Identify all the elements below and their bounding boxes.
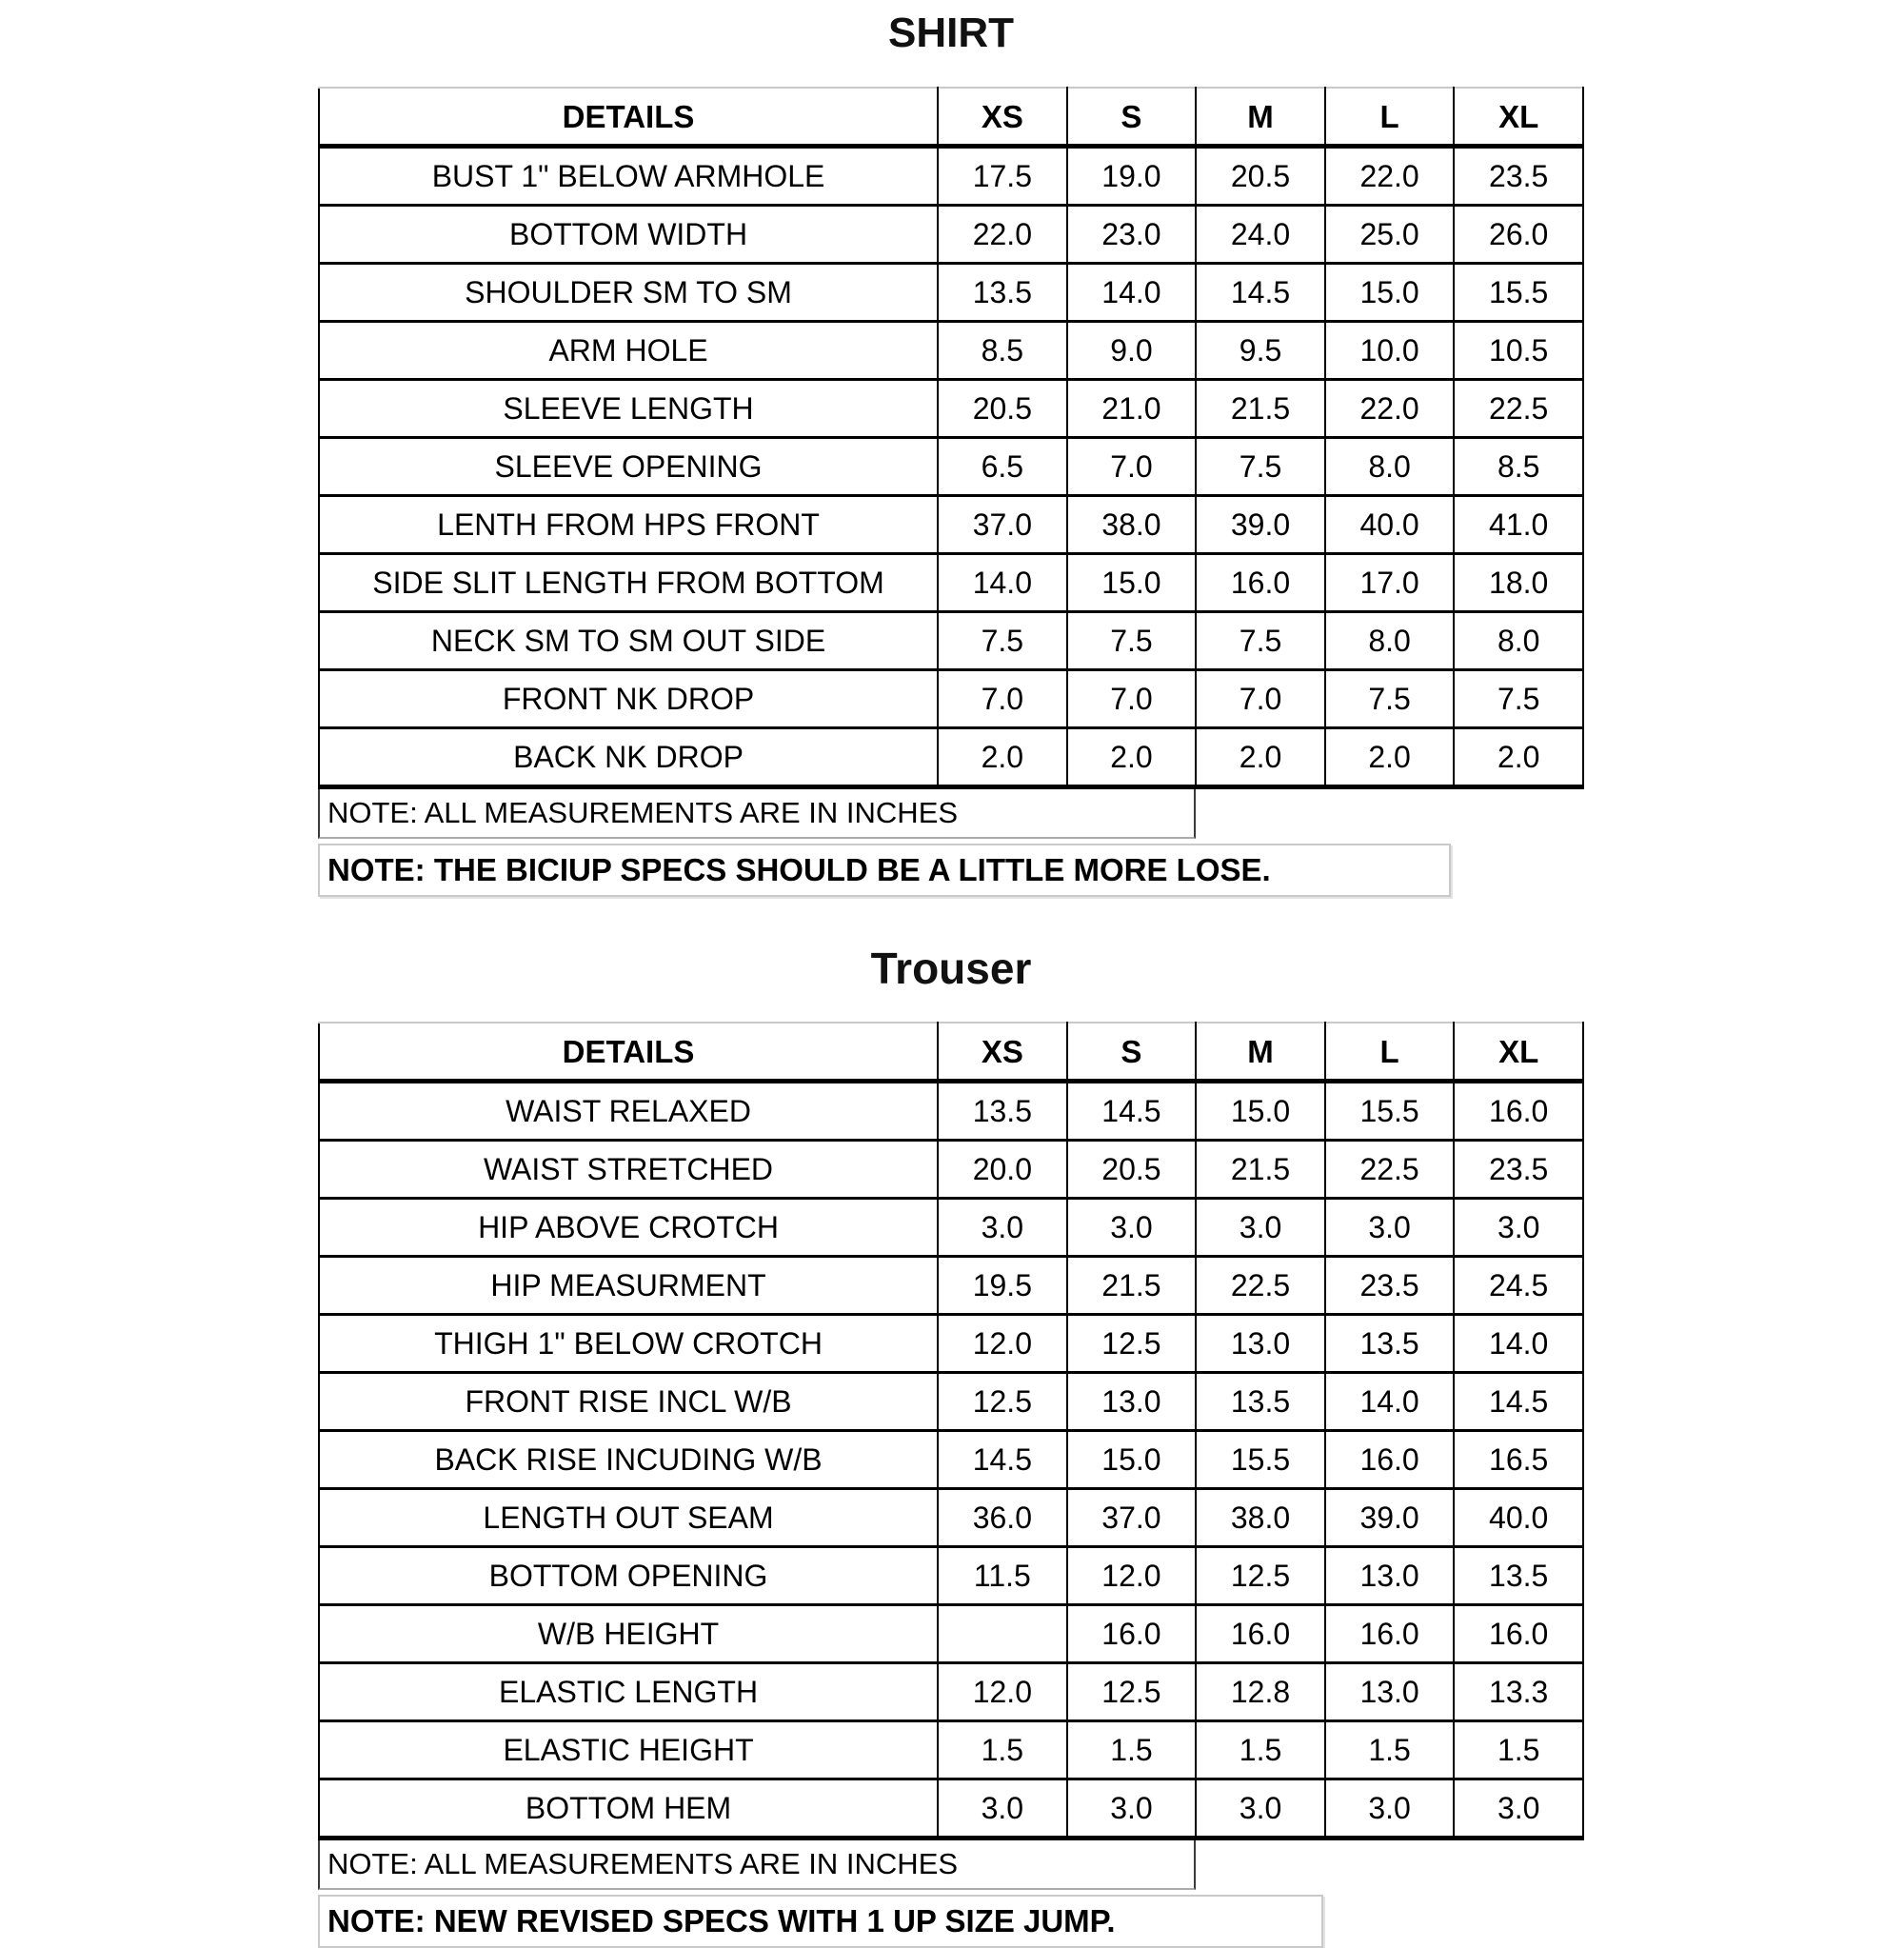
measurement-value-cell: 6.5 (938, 438, 1067, 496)
measurement-value-cell: 12.0 (938, 1663, 1067, 1721)
measurement-value-cell: 3.0 (1325, 1779, 1455, 1839)
measurement-value-cell: 11.5 (938, 1547, 1067, 1605)
measurement-value-cell: 16.0 (1196, 554, 1325, 612)
shirt-note-fit: NOTE: THE BICIUP SPECS SHOULD BE A LITTLE MORE LOSE. (318, 844, 1451, 897)
shirt-table-row (319, 728, 1583, 787)
detail-label-cell: SIDE SLIT LENGTH FROM BOTTOM (319, 554, 938, 612)
trouser-column-header-xs: XS (938, 1023, 1067, 1082)
measurement-value-cell: 20.5 (938, 380, 1067, 438)
measurement-value-cell: 39.0 (1325, 1489, 1455, 1547)
measurement-value-cell: 41.0 (1454, 496, 1583, 554)
measurement-value-cell: 16.0 (1454, 1082, 1583, 1141)
measurement-value-cell: 3.0 (938, 1199, 1067, 1257)
trouser-table-row (319, 1431, 1583, 1489)
detail-label-cell: BACK NK DROP (319, 728, 938, 787)
detail-label-cell: HIP MEASURMENT (319, 1257, 938, 1315)
measurement-value-cell: 15.5 (1454, 264, 1583, 322)
trouser-header-row (319, 1023, 1583, 1082)
measurement-value-cell: 3.0 (938, 1779, 1067, 1839)
measurement-value-cell: 12.8 (1196, 1663, 1325, 1721)
measurement-value-cell: 23.5 (1325, 1257, 1455, 1315)
shirt-size-table (318, 87, 1584, 789)
trouser-column-header-l: L (1325, 1023, 1455, 1082)
measurement-value-cell: 22.5 (1325, 1141, 1455, 1199)
measurement-value-cell: 19.5 (938, 1257, 1067, 1315)
detail-label-cell: NECK SM TO SM OUT SIDE (319, 612, 938, 670)
shirt-column-header-l: L (1325, 88, 1455, 147)
shirt-column-header-xs: XS (938, 88, 1067, 147)
trouser-table-row (319, 1082, 1583, 1141)
measurement-value-cell: 3.0 (1325, 1199, 1455, 1257)
measurement-value-cell: 16.0 (1067, 1605, 1197, 1663)
measurement-value-cell: 24.0 (1196, 206, 1325, 264)
shirt-table-row (319, 206, 1583, 264)
measurement-value-cell: 18.0 (1454, 554, 1583, 612)
measurement-value-cell: 8.0 (1325, 438, 1455, 496)
measurement-value-cell: 15.0 (1067, 1431, 1197, 1489)
measurement-value-cell: 9.5 (1196, 322, 1325, 380)
measurement-value-cell: 21.5 (1067, 1257, 1197, 1315)
measurement-value-cell: 1.5 (1454, 1721, 1583, 1779)
measurement-value-cell: 8.0 (1454, 612, 1583, 670)
measurement-value-cell: 15.5 (1325, 1082, 1455, 1141)
shirt-table-row (319, 264, 1583, 322)
measurement-value-cell: 25.0 (1325, 206, 1455, 264)
measurement-value-cell: 2.0 (1454, 728, 1583, 787)
detail-label-cell: SHOULDER SM TO SM (319, 264, 938, 322)
measurement-value-cell: 13.5 (1454, 1547, 1583, 1605)
measurement-value-cell: 16.0 (1196, 1605, 1325, 1663)
measurement-value-cell: 14.0 (1454, 1315, 1583, 1373)
measurement-value-cell: 21.5 (1196, 1141, 1325, 1199)
shirt-table-row (319, 438, 1583, 496)
measurement-value-cell: 7.5 (1196, 438, 1325, 496)
measurement-value-cell: 14.0 (1325, 1373, 1455, 1431)
trouser-column-header-m: M (1196, 1023, 1325, 1082)
measurement-value-cell: 2.0 (1325, 728, 1455, 787)
measurement-value-cell: 12.0 (1067, 1547, 1197, 1605)
measurement-value-cell: 37.0 (938, 496, 1067, 554)
detail-label-cell: BOTTOM OPENING (319, 1547, 938, 1605)
shirt-table-row (319, 322, 1583, 380)
measurement-value-cell: 1.5 (1196, 1721, 1325, 1779)
measurement-value-cell: 20.0 (938, 1141, 1067, 1199)
shirt-title: SHIRT (888, 10, 1014, 56)
measurement-value-cell: 15.5 (1196, 1431, 1325, 1489)
measurement-value-cell: 12.5 (938, 1373, 1067, 1431)
shirt-table-row (319, 496, 1583, 554)
detail-label-cell: BACK RISE INCUDING W/B (319, 1431, 938, 1489)
measurement-value-cell: 23.0 (1067, 206, 1197, 264)
measurement-value-cell: 7.0 (938, 670, 1067, 728)
shirt-table-row (319, 554, 1583, 612)
measurement-value-cell: 15.0 (1196, 1082, 1325, 1141)
measurement-value-cell: 23.5 (1454, 147, 1583, 206)
detail-label-cell: HIP ABOVE CROTCH (319, 1199, 938, 1257)
trouser-table-row (319, 1721, 1583, 1779)
measurement-value-cell: 1.5 (938, 1721, 1067, 1779)
measurement-value-cell: 14.5 (1067, 1082, 1197, 1141)
trouser-table-header (319, 1023, 1583, 1082)
detail-label-cell: ELASTIC HEIGHT (319, 1721, 938, 1779)
measurement-value-cell: 21.5 (1196, 380, 1325, 438)
measurement-value-cell: 10.5 (1454, 322, 1583, 380)
trouser-column-header-details: DETAILS (319, 1023, 938, 1082)
measurement-value-cell: 19.0 (1067, 147, 1197, 206)
measurement-value-cell: 14.5 (938, 1431, 1067, 1489)
measurement-value-cell: 12.5 (1196, 1547, 1325, 1605)
trouser-note-revision: NOTE: NEW REVISED SPECS WITH 1 UP SIZE JUMP. (318, 1895, 1323, 1948)
trouser-table-row (319, 1257, 1583, 1315)
measurement-value-cell: 7.0 (1067, 438, 1197, 496)
measurement-value-cell: 38.0 (1196, 1489, 1325, 1547)
shirt-table-body (319, 147, 1583, 787)
measurement-value-cell: 12.5 (1067, 1315, 1197, 1373)
measurement-value-cell: 24.5 (1454, 1257, 1583, 1315)
measurement-value-cell: 7.5 (1196, 612, 1325, 670)
measurement-value-cell: 3.0 (1067, 1199, 1197, 1257)
measurement-value-cell: 1.5 (1067, 1721, 1197, 1779)
measurement-value-cell: 13.0 (1325, 1547, 1455, 1605)
shirt-header-row (319, 88, 1583, 147)
measurement-value-cell: 7.5 (1067, 612, 1197, 670)
measurement-value-cell: 7.5 (938, 612, 1067, 670)
shirt-column-header-m: M (1196, 88, 1325, 147)
measurement-value-cell: 3.0 (1196, 1199, 1325, 1257)
measurement-value-cell: 17.5 (938, 147, 1067, 206)
shirt-column-header-xl: XL (1454, 88, 1583, 147)
measurement-value-cell: 40.0 (1325, 496, 1455, 554)
detail-label-cell: THIGH 1" BELOW CROTCH (319, 1315, 938, 1373)
measurement-value-cell: 9.0 (1067, 322, 1197, 380)
measurement-value-cell: 21.0 (1067, 380, 1197, 438)
measurement-value-cell: 13.0 (1196, 1315, 1325, 1373)
measurement-value-cell: 3.0 (1454, 1779, 1583, 1839)
measurement-value-cell: 20.5 (1067, 1141, 1197, 1199)
shirt-table-row (319, 147, 1583, 206)
measurement-value-cell: 22.0 (1325, 380, 1455, 438)
trouser-table-row (319, 1315, 1583, 1373)
trouser-table-row (319, 1489, 1583, 1547)
detail-label-cell: SLEEVE OPENING (319, 438, 938, 496)
measurement-value-cell: 8.0 (1325, 612, 1455, 670)
detail-label-cell: BUST 1" BELOW ARMHOLE (431, 159, 825, 193)
measurement-value-cell: 17.0 (1325, 554, 1455, 612)
measurement-value-cell: 3.0 (1454, 1199, 1583, 1257)
measurement-value-cell: 22.0 (938, 206, 1067, 264)
trouser-table-row (319, 1199, 1583, 1257)
detail-label-cell: LENGTH OUT SEAM (319, 1489, 938, 1547)
measurement-value-cell (938, 1605, 1067, 1663)
detail-label-cell: BOTTOM WIDTH (319, 206, 938, 264)
measurement-value-cell: 1.5 (1325, 1721, 1455, 1779)
measurement-value-cell: 8.5 (938, 322, 1067, 380)
measurement-value-cell: 10.0 (1325, 322, 1455, 380)
measurement-value-cell: 13.0 (1067, 1373, 1197, 1431)
shirt-note-measurements: NOTE: ALL MEASUREMENTS ARE IN INCHES (318, 789, 1196, 839)
detail-label-cell: ARM HOLE (319, 322, 938, 380)
measurement-value-cell: 16.0 (1325, 1605, 1455, 1663)
measurement-value-cell: 7.0 (1067, 670, 1197, 728)
trouser-table-row (319, 1373, 1583, 1431)
measurement-value-cell: 2.0 (938, 728, 1067, 787)
trouser-table-row (319, 1663, 1583, 1721)
shirt-table-row (319, 612, 1583, 670)
trouser-table-row (319, 1547, 1583, 1605)
size-spec-sheet (318, 0, 1584, 1948)
trouser-section (318, 943, 1584, 1948)
measurement-value-cell: 13.3 (1454, 1663, 1583, 1721)
trouser-column-header-s: S (1067, 1023, 1197, 1082)
shirt-column-header-details: DETAILS (319, 88, 938, 147)
measurement-value-cell: 16.0 (1454, 1605, 1583, 1663)
detail-label-cell: FRONT RISE INCL W/B (319, 1373, 938, 1431)
trouser-note-measurements: NOTE: ALL MEASUREMENTS ARE IN INCHES (318, 1840, 1196, 1890)
measurement-value-cell: 14.0 (938, 554, 1067, 612)
measurement-value-cell: 20.5 (1196, 147, 1325, 206)
trouser-table-body (319, 1082, 1583, 1839)
measurement-value-cell: 3.0 (1067, 1779, 1197, 1839)
measurement-value-cell: 22.5 (1196, 1257, 1325, 1315)
detail-label-cell: ELASTIC LENGTH (319, 1663, 938, 1721)
detail-label-cell: LENTH FROM HPS FRONT (319, 496, 938, 554)
detail-label-cell: BOTTOM HEM (319, 1779, 938, 1839)
measurement-value-cell: 13.5 (938, 1082, 1067, 1141)
trouser-column-header-xl: XL (1454, 1023, 1583, 1082)
shirt-column-header-s: S (1067, 88, 1197, 147)
measurement-value-cell: 7.0 (1196, 670, 1325, 728)
measurement-value-cell: 38.0 (1067, 496, 1197, 554)
measurement-value-cell: 16.0 (1325, 1431, 1455, 1489)
measurement-value-cell: 13.5 (938, 264, 1067, 322)
measurement-value-cell: 13.5 (1196, 1373, 1325, 1431)
trouser-table-row (319, 1605, 1583, 1663)
measurement-value-cell: 26.0 (1454, 206, 1583, 264)
measurement-value-cell: 15.0 (1067, 554, 1197, 612)
detail-label-cell: W/B HEIGHT (319, 1605, 938, 1663)
measurement-value-cell: 37.0 (1067, 1489, 1197, 1547)
measurement-value-cell: 36.0 (938, 1489, 1067, 1547)
shirt-section (318, 0, 1584, 897)
measurement-value-cell: 2.0 (1196, 728, 1325, 787)
measurement-value-cell: 7.5 (1325, 670, 1455, 728)
shirt-table-header (319, 88, 1583, 147)
measurement-value-cell: 15.0 (1325, 264, 1455, 322)
measurement-value-cell: 39.0 (1196, 496, 1325, 554)
measurement-value-cell: 3.0 (1196, 1779, 1325, 1839)
measurement-value-cell: 13.5 (1325, 1315, 1455, 1373)
measurement-value-cell: 8.5 (1454, 438, 1583, 496)
shirt-table-row (319, 670, 1583, 728)
measurement-value-cell: 12.0 (938, 1315, 1067, 1373)
shirt-table-row (319, 380, 1583, 438)
measurement-value-cell: 40.0 (1454, 1489, 1583, 1547)
trouser-size-table (318, 1022, 1584, 1840)
detail-label-cell: WAIST RELAXED (506, 1094, 751, 1128)
measurement-value-cell: 12.5 (1067, 1663, 1197, 1721)
measurement-value-cell: 22.0 (1325, 147, 1455, 206)
detail-label-cell: SLEEVE LENGTH (319, 380, 938, 438)
measurement-value-cell: 7.5 (1454, 670, 1583, 728)
measurement-value-cell: 14.5 (1196, 264, 1325, 322)
measurement-value-cell: 2.0 (1067, 728, 1197, 787)
measurement-value-cell: 13.0 (1325, 1663, 1455, 1721)
detail-label-cell: FRONT NK DROP (319, 670, 938, 728)
measurement-value-cell: 14.5 (1454, 1373, 1583, 1431)
measurement-value-cell: 22.5 (1454, 380, 1583, 438)
trouser-table-row (319, 1141, 1583, 1199)
trouser-title: Trouser (870, 944, 1032, 993)
detail-label-cell: WAIST STRETCHED (319, 1141, 938, 1199)
measurement-value-cell: 16.5 (1454, 1431, 1583, 1489)
measurement-value-cell: 23.5 (1454, 1141, 1583, 1199)
trouser-table-row (319, 1779, 1583, 1839)
measurement-value-cell: 14.0 (1067, 264, 1197, 322)
